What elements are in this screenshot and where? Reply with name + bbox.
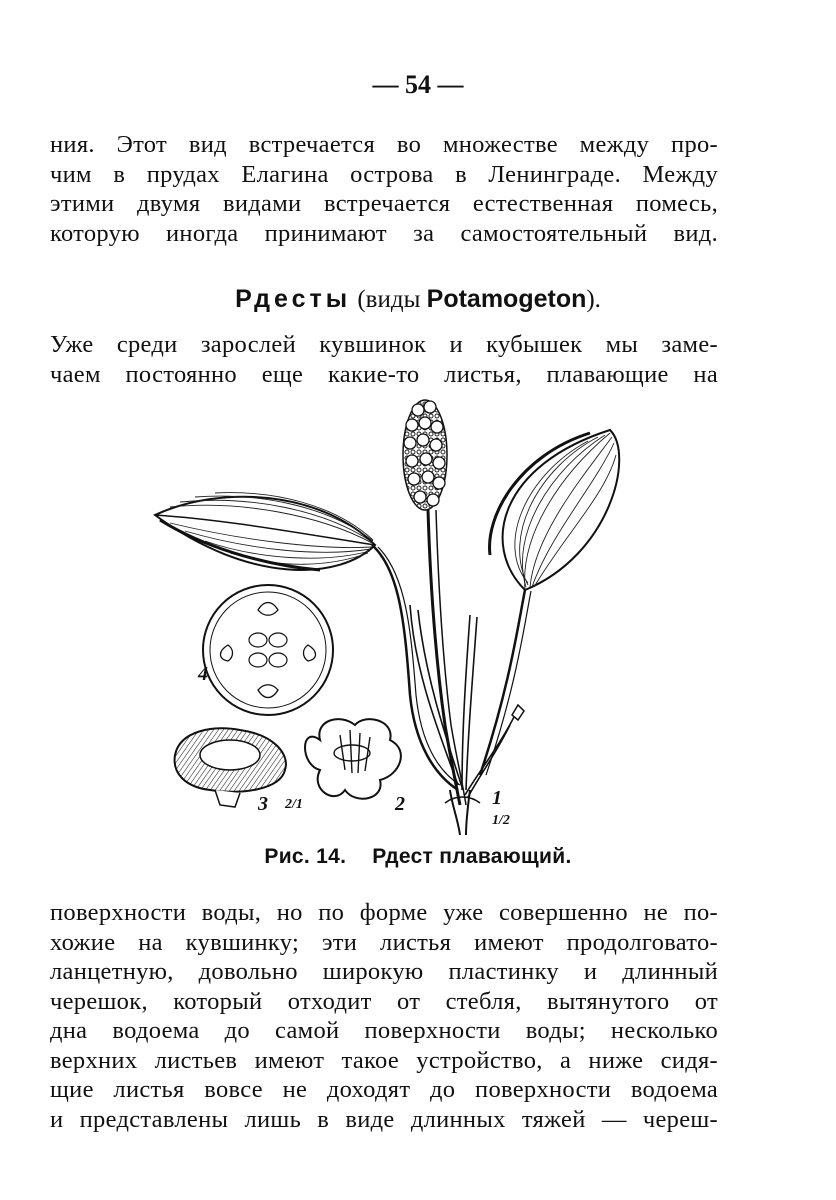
- figure-label-1-scale: 1/2: [492, 813, 510, 828]
- caption-figure-number: Рис. 14.: [264, 845, 347, 868]
- paragraph-top: [50, 130, 718, 248]
- detail-4-cross-section: [203, 585, 333, 715]
- section-heading: [0, 285, 836, 314]
- paragraph-bottom: [50, 898, 718, 1134]
- text-line: и представлены лишь в виде длинных тяжей — череш-: [50, 1105, 718, 1133]
- text-line: ния. Этот вид встречается во множестве между про-: [50, 131, 718, 158]
- figure-caption: [0, 845, 836, 869]
- heading-open: (виды: [351, 286, 427, 313]
- caption-title: Рдест плавающий.: [372, 845, 572, 868]
- text-line: Уже среди зарослей кувшинок и кубышек мы заме-: [50, 331, 718, 358]
- text-line: дна водоема до самой поверхности воды; несколько: [50, 1017, 718, 1044]
- figure-label-3-scale: 2/1: [285, 797, 303, 812]
- paragraph-intro: [50, 330, 718, 389]
- text-line: этими двумя видами встречается естественная помесь,: [50, 190, 718, 217]
- left-leaf: [155, 493, 375, 570]
- heading-title: Рдесты: [235, 285, 352, 313]
- text-line: верхних листьев имеют такое устройство, а ниже сидя-: [50, 1046, 718, 1074]
- right-petiole: [480, 590, 525, 775]
- text-line: чим в прудах Елагина острова в Ленинграде. Между: [50, 160, 718, 188]
- page-number: — 54 —: [372, 70, 464, 99]
- text-line: чаем постоянно еще какие-то листья, плавающие на: [50, 360, 718, 388]
- narrow-leaves: [410, 605, 515, 797]
- text-line: хожие на кувшинку; эти листья имеют продолговато-: [50, 928, 718, 956]
- flower-spike: [403, 400, 447, 510]
- figure-label-1: 1: [492, 787, 502, 809]
- text-line: поверхности воды, но по форме уже совершенно не по-: [50, 899, 718, 926]
- figure-label-2: 2: [395, 793, 405, 815]
- text-line: ланцетную, довольно широкую пластинку и длинный: [50, 958, 718, 985]
- text-line: щие листья вовсе не доходят до поверхности водоема: [50, 1076, 718, 1103]
- right-leaf: [490, 430, 620, 590]
- plant-illustration: [140, 395, 700, 840]
- figure-illustration: [140, 395, 700, 840]
- text-line: которую иногда принимают за самостоятельный вид.: [50, 219, 718, 247]
- figure-label-4: 4: [198, 663, 208, 685]
- figure-label-3: 3: [258, 793, 268, 815]
- heading-close: ).: [586, 286, 601, 313]
- text-line: черешок, который отходит от стебля, вытянутого от: [50, 987, 718, 1015]
- detail-3-flower: [175, 728, 286, 807]
- detail-2-flower: [305, 719, 401, 799]
- heading-latin: Potamogeton: [426, 285, 587, 313]
